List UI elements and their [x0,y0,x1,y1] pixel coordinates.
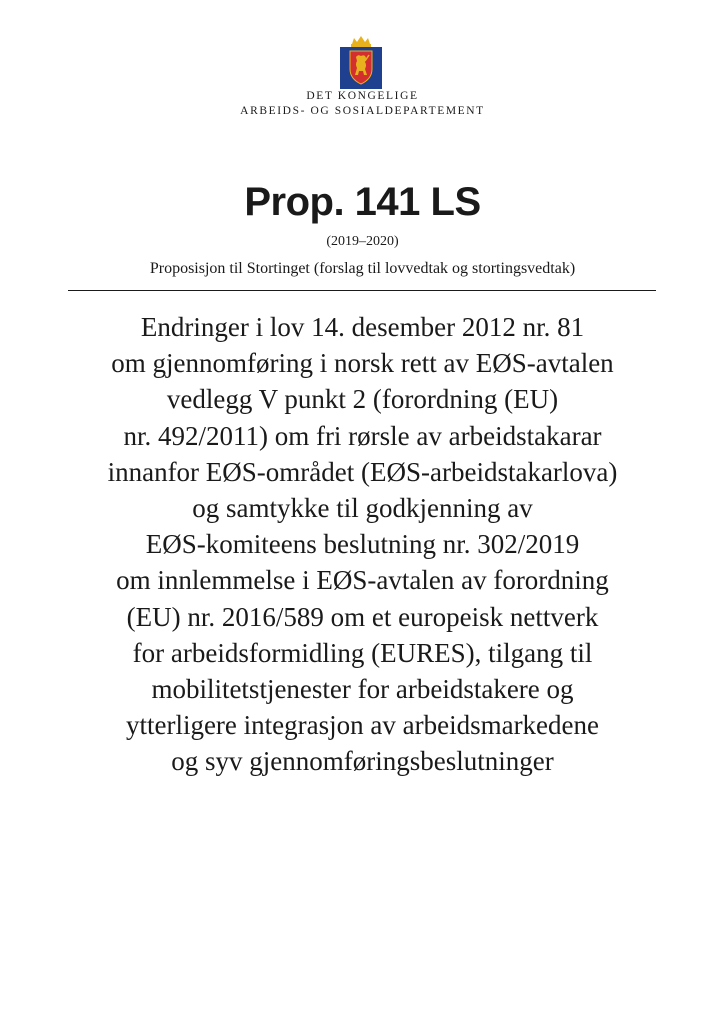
body-line: nr. 492/2011) om fri rørsle av arbeidstakarar [123,420,602,451]
body-line: og syv gjennomføringsbeslutninger [171,746,554,777]
body-line: Endringer i lov 14. desember 2012 nr. 81 [140,312,585,342]
ministry-line-1: DET KONGELIGE [306,90,419,102]
body-line: vedlegg V punkt 2 (forordning (EU) [166,384,559,415]
body-line: (EU) nr. 2016/589 om et europeisk nettverk [126,601,599,632]
body-line: om innlemmelse i EØS-avtalen av forordning [116,565,609,596]
body-line: EØS-komiteens beslutning nr. 302/2019 [145,529,580,560]
body-line: innanfor EØS-området (EØS-arbeidstakarlova) [107,456,618,487]
ministry-line-2: ARBEIDS- OG SOSIALDEPARTEMENT [240,105,485,117]
session-years: (2019–2020) [326,234,399,249]
proposition-subtitle: Proposisjon til Stortinget (forslag til lovvedtak og stortingsvedtak) [149,260,576,277]
body-line: for arbeidsformidling (EURES), tilgang til [132,637,593,668]
body-line: om gjennomføring i norsk rett av EØS-avtalen [111,348,614,379]
body-line: mobilitetstjenester for arbeidstakere og [151,674,574,705]
proposition-title: Prop. 141 LS [244,180,481,224]
body-line: ytterligere integrasjon av arbeidsmarkedene [125,710,600,741]
proposition-body [40,309,685,780]
norwegian-coat-of-arms-icon [338,35,384,89]
body-line: og samtykke til godkjenning av [192,493,533,524]
title-divider [68,290,656,291]
